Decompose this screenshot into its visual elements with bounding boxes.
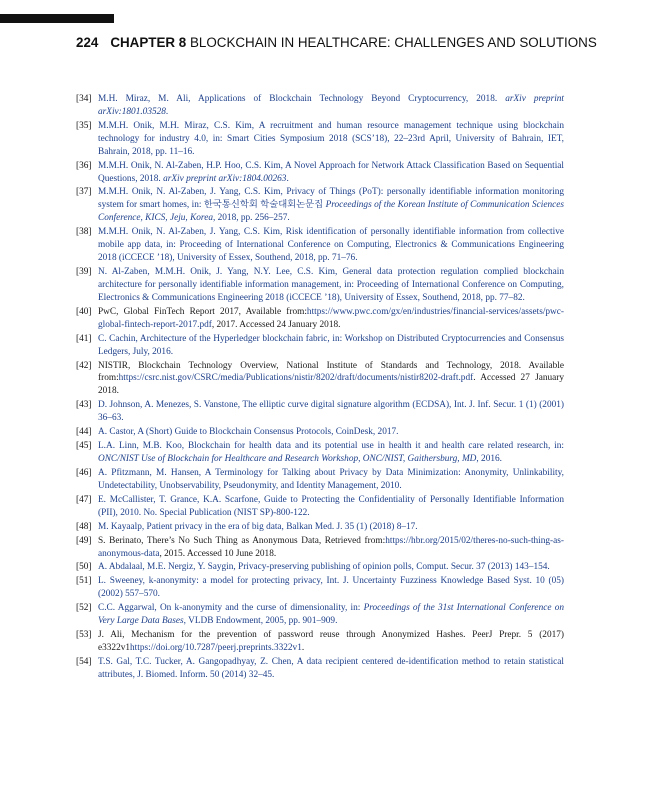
reference-item — [76, 120, 564, 159]
reference-number: [50] — [76, 562, 92, 573]
reference-segment: . — [165, 106, 169, 117]
reference-segment: PwC, Global FinTech Report 2017, Available from: — [98, 306, 307, 317]
reference-segment: M.M.H. Onik, N. Al-Zaben, J. Yang, C.S. Kim, Risk identification of personally identifiable information from collective mobile app data, in: Proceeding of International Conference on Computing, Electronics & Communications Engineering 2018 (iCCECE ’18), University of Essex, Southend, 2018, pp. 71–76. — [98, 227, 564, 264]
reference-segment: D. Johnson, A. Menezes, S. Vanstone, The elliptic curve digital signature algorithm (ECDSA), Int. J. Inf. Secur. 1 (1) (2001) 36–63. — [98, 400, 564, 424]
reference-text — [98, 307, 564, 330]
reference-item — [76, 535, 564, 561]
reference-text — [98, 334, 564, 357]
reference-text — [98, 400, 564, 423]
reference-number: [41] — [76, 333, 92, 344]
reference-item — [76, 440, 564, 466]
reference-segment: C. Cachin, Architecture of the Hyperledger blockchain fabric, in: Workshop on Distributed Cryptocurrencies and Consensus Ledgers, July, 2016. — [98, 333, 564, 357]
reference-segment: C.C. Aggarwal, On k-anonymity and the curse of dimensionality, in: — [98, 603, 364, 614]
reference-segment: , 2017. Accessed 24 January 2018. — [211, 319, 341, 330]
reference-item — [76, 333, 564, 359]
reference-number: [36] — [76, 160, 92, 171]
reference-segment: L. Sweeney, k-anonymity: a model for protecting privacy, Int. J. Uncertainty Fuzziness Knowledge Based Syst. 10 (05) (2002) 557–570. — [98, 576, 564, 600]
reference-segment: https://hbr.org/2015/02/theres-no-such-thing-as-anonymous-data — [98, 535, 564, 559]
reference-segment: M.M.H. Onik, M.H. Miraz, C.S. Kim, A recruitment and human resource management technique using blockchain technology for industry 4.0, in: Smart Cities Symposium 2018 (SCS’18), 22–23rd April, University of Bahrain, IET, Bahrain, 2018, pp. 11–16. — [98, 120, 564, 157]
reference-number: [35] — [76, 120, 92, 131]
reference-number: [44] — [76, 427, 92, 438]
reference-item — [76, 160, 564, 186]
reference-text — [98, 630, 564, 653]
reference-item — [76, 266, 564, 305]
reference-text — [98, 94, 564, 117]
reference-number: [53] — [76, 630, 92, 641]
running-header — [76, 35, 597, 50]
reference-segment: A. Castor, A (Short) Guide to Blockchain Consensus Protocols, CoinDesk, 2017. — [98, 427, 399, 438]
reference-segment: https://csrc.nist.gov/CSRC/media/Publications/nistir/8202/draft/documents/nistir8202-draft.pdf — [118, 373, 474, 384]
reference-number: [45] — [76, 441, 92, 452]
reference-italic-segment: arXiv preprint arXiv:1804.00263 — [163, 173, 287, 184]
reference-segment: S. Berinato, There’s No Such Thing as Anonymous Data, Retrieved from: — [98, 535, 386, 546]
reference-item — [76, 306, 564, 332]
reference-segment: , VLDB Endowment, 2005, pp. 901–909. — [183, 616, 338, 627]
reference-item — [76, 399, 564, 425]
reference-segment: M.H. Miraz, M. Ali, Applications of Blockchain Technology Beyond Cryptocurrency, 2018. — [98, 94, 506, 104]
reference-segment: , 2016. — [476, 453, 502, 464]
reference-text — [98, 187, 564, 223]
page-number: 224 — [76, 35, 99, 50]
reference-segment: NISTIR, Blockchain Technology Overview, National Institute of Standards and Technology, 2018. Available from: — [98, 360, 564, 384]
reference-segment: https://doi.org/10.7287/peerj.preprints.3322v1 — [130, 643, 302, 654]
reference-segment: , 2015. Accessed 10 June 2018. — [159, 548, 277, 559]
reference-text — [98, 495, 564, 518]
reference-segment: J. Ali, Mechanism for the prevention of password reuse through Anonymized Hashes. PeerJ Prepr. 5 (2017) e3322v1 — [98, 630, 564, 654]
reference-text — [98, 536, 564, 559]
reference-segment: E. McCallister, T. Grance, K.A. Scarfone, Guide to Protecting the Confidentiality of Personally Identifiable Information (PII), 2010. No. Special Publication (NIST SP)-800-122. — [98, 494, 564, 518]
reference-text — [98, 121, 564, 157]
reference-number: [39] — [76, 267, 92, 278]
reference-number: [40] — [76, 306, 92, 317]
reference-segment: M.M.H. Onik, N. Al-Zaben, H.P. Hoo, C.S. Kim, A Novel Approach for Network Attack Classification Based on Sequential Questions, 2018. — [98, 160, 564, 184]
reference-italic-segment: Proceedings of the Korean Institute of Communication Sciences Conference, KICS, Jeju, Korea — [98, 200, 564, 224]
reference-segment: . — [286, 173, 289, 184]
reference-segment: https://www.pwc.com/gx/en/industries/financial-services/assets/pwc-global-fintech-report-2017.pdf — [98, 306, 564, 330]
reference-text — [98, 562, 550, 572]
reference-italic-segment: ONC/NIST Use of Blockchain for Healthcare and Research Workshop, ONC/NIST, Gaithersburg, MD — [98, 453, 477, 464]
reference-item — [76, 521, 564, 534]
reference-number: [51] — [76, 576, 92, 587]
reference-text — [98, 161, 564, 184]
reference-number: [48] — [76, 521, 92, 532]
reference-text — [98, 522, 418, 532]
reference-item — [76, 426, 564, 439]
reference-item — [76, 93, 564, 119]
reference-segment: M.M.H. Onik, N. Al-Zaben, J. Yang, C.S. Kim, Privacy of Things (PoT): personally identifiable information monitoring system for smart homes, in: 한국통신학회 학술대회논문집 — [98, 187, 564, 211]
reference-segment: . — [301, 643, 305, 654]
reference-item — [76, 186, 564, 225]
reference-text — [98, 267, 564, 303]
reference-segment: , 2018, pp. 256–257. — [212, 213, 290, 224]
reference-text — [98, 576, 564, 599]
reference-number: [34] — [76, 94, 92, 104]
reference-item — [76, 602, 564, 628]
reference-segment: A. Pfitzmann, M. Hansen, A Terminology for Talking about Privacy by Data Minimization: Anonymity, Unlinkability, Undetectability, Unobservability, Pseudonymity, and Identity Management, 2010. — [98, 467, 564, 491]
reference-number: [47] — [76, 494, 92, 505]
chapter-title: BLOCKCHAIN IN HEALTHCARE: CHALLENGES AND SOLUTIONS — [189, 35, 597, 50]
top-bar-decoration — [0, 14, 114, 23]
reference-list — [76, 93, 564, 683]
reference-item — [76, 561, 564, 574]
reference-text — [98, 468, 564, 491]
chapter-label: CHAPTER 8 — [110, 35, 187, 50]
reference-item — [76, 629, 564, 655]
reference-item — [76, 575, 564, 601]
reference-item — [76, 360, 564, 399]
reference-text — [98, 603, 564, 626]
reference-number: [46] — [76, 467, 92, 478]
reference-segment: . Accessed 27 January 2018. — [98, 373, 564, 397]
reference-segment: L.A. Linn, M.B. Koo, Blockchain for health data and its potential use in health it and health care related research, in: — [98, 441, 564, 452]
reference-text — [98, 427, 398, 437]
reference-item — [76, 656, 564, 682]
reference-number: [43] — [76, 400, 92, 411]
reference-item — [76, 494, 564, 520]
reference-text — [98, 657, 564, 680]
reference-text — [98, 227, 564, 263]
reference-italic-segment: Proceedings of the 31st International Conference on Very Large Data Bases — [98, 603, 564, 627]
reference-segment: M. Kayaalp, Patient privacy in the era of big data, Balkan Med. J. 35 (1) (2018) 8–17. — [98, 521, 418, 532]
reference-text — [98, 361, 564, 397]
reference-italic-segment: arXiv preprint arXiv:1801.03528 — [98, 94, 565, 117]
reference-number: [49] — [76, 535, 92, 546]
reference-text — [98, 441, 564, 464]
reference-segment: T.S. Gal, T.C. Tucker, A. Gangopadhyay, Z. Chen, A data recipient centered de-identification method to retain statistical attributes, J. Biomed. Inform. 50 (2014) 32–45. — [98, 657, 564, 680]
reference-segment: N. Al-Zaben, M.M.H. Onik, J. Yang, N.Y. Lee, C.S. Kim, General data protection regulation complied blockchain architecture for personally identifiable information management, in: Proceeding of International Conference on Computing, Electronics & Communications Engineering 2018 (iCCECE ’18), University of Essex, Southend, 2018, pp. 77–82. — [98, 267, 564, 303]
reference-number: [54] — [76, 657, 92, 667]
reference-number: [42] — [76, 360, 92, 371]
reference-item — [76, 467, 564, 493]
reference-number: [37] — [76, 187, 92, 198]
reference-number: [38] — [76, 227, 92, 238]
reference-segment: A. Abdalaal, M.E. Nergiz, Y. Saygin, Privacy-preserving publishing of opinion polls, Comput. Secur. 37 (2013) 143–154. — [98, 562, 550, 573]
reference-item — [76, 226, 564, 265]
reference-number: [52] — [76, 603, 92, 614]
